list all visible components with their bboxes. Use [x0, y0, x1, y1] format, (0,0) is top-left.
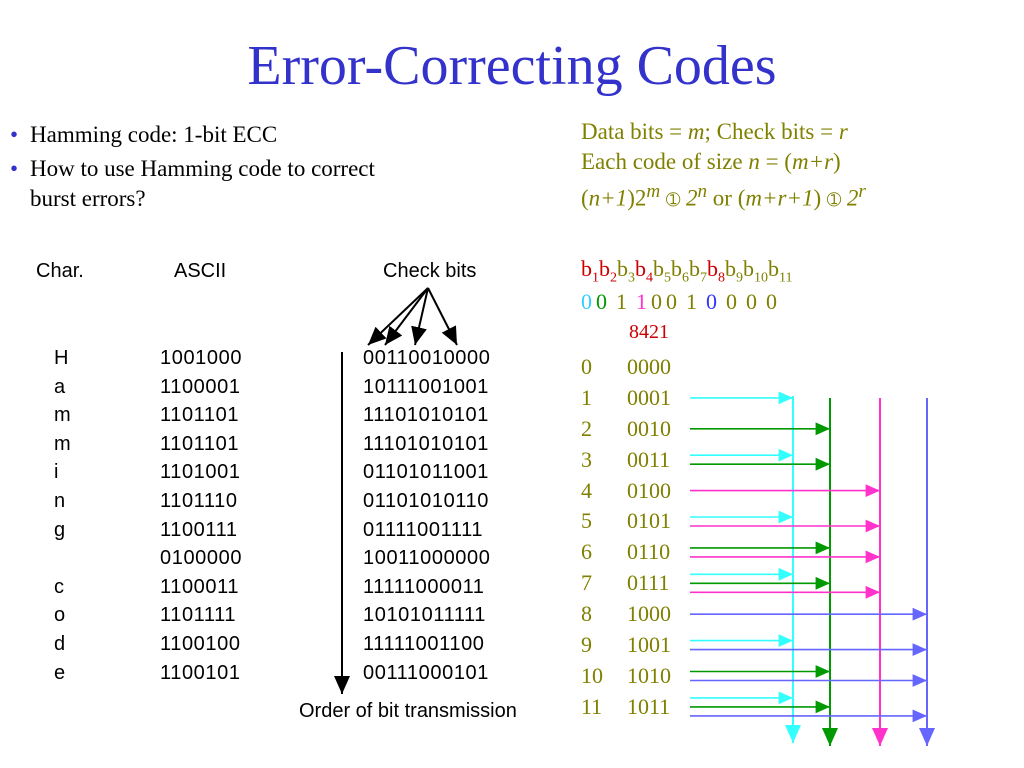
ascii-cell: 1101101	[160, 432, 240, 455]
row-binary: 0100	[627, 477, 671, 503]
ascii-cell: 1101101	[160, 404, 240, 427]
check-bits-cell: 10101011111	[363, 604, 487, 627]
bit-position-label: $b_{11}$	[768, 256, 793, 286]
char-cell: o	[54, 604, 66, 627]
formula-line-1: Data bits = m; Check bits = r	[581, 119, 848, 144]
check-bits-cell: 11111001100	[363, 632, 485, 655]
leq-symbol-icon: ➀	[665, 190, 681, 211]
codeword-bit: 0	[726, 289, 737, 314]
row-binary: 0111	[627, 570, 670, 596]
codeword-bit: 0	[666, 289, 677, 314]
bit-position-label: $b_5$	[653, 256, 671, 286]
codeword-bit: 0	[706, 289, 717, 314]
bit-position-label: $b_4$	[635, 256, 653, 286]
codeword-bit: 0	[746, 289, 757, 314]
char-cell: a	[54, 375, 66, 398]
bullet-dot-icon: •	[10, 156, 19, 181]
ascii-cell: 1101111	[160, 604, 237, 627]
bullet-dot-icon: •	[10, 122, 19, 147]
check-bits-cell: 00111000101	[363, 661, 489, 684]
transmission-order-label: Order of bit transmission	[299, 700, 517, 722]
row-binary: 1000	[627, 601, 671, 627]
ascii-cell: 1100011	[160, 575, 240, 598]
row-binary: 0000	[627, 354, 671, 379]
check-bits-cell: 01101011001	[363, 461, 489, 484]
ascii-cell: 1100101	[160, 661, 241, 684]
formula-line-2: Each code of size n = (m+r)	[581, 149, 841, 174]
char-cell: m	[54, 404, 71, 427]
bullet-text: Hamming code: 1-bit ECC	[30, 122, 278, 147]
check-bits-cell: 01101010110	[363, 489, 489, 512]
check-bits-cell: 11101010101	[363, 432, 489, 455]
check-bits-cell: 11111000011	[363, 575, 485, 598]
row-index: 9	[581, 632, 592, 658]
codeword-bit: 1	[686, 289, 697, 314]
bit-position-label: $b_6$	[671, 256, 689, 286]
row-index: 1	[581, 384, 592, 410]
bit-position-label: $b_2$	[599, 256, 617, 286]
row-binary: 1011	[627, 693, 671, 719]
ascii-cell: 1100100	[160, 632, 241, 655]
codeword-bit: 1	[636, 289, 647, 314]
row-index: 0	[581, 354, 592, 379]
check-bits-cell: 01111001111	[363, 518, 484, 541]
bit-position-label: $b_9$	[725, 256, 743, 286]
char-cell: m	[54, 432, 71, 455]
ascii-cell: 0100000	[160, 547, 243, 570]
codeword-bit: 0	[581, 289, 592, 314]
row-binary: 0110	[627, 539, 671, 565]
char-cell: e	[54, 661, 66, 684]
header-ascii: ASCII	[174, 260, 227, 282]
ascii-cell: 1001000	[160, 347, 243, 369]
bit-position-label: $b_1$	[581, 256, 599, 286]
leq-symbol-icon: ➀	[826, 190, 842, 211]
row-binary: 1010	[627, 662, 671, 688]
check-bits-cell: 10011000000	[363, 547, 491, 570]
bit-position-label: $b_7$	[689, 256, 707, 286]
bit-position-label: $b_3$	[617, 256, 635, 286]
char-cell: g	[54, 518, 66, 541]
codeword-bit: 1	[616, 289, 627, 314]
bit-position-label: $b_8$	[707, 256, 725, 286]
codeword-bit: 0	[766, 289, 777, 314]
parity-coverage-lines	[690, 396, 927, 746]
row-binary: 0011	[627, 446, 671, 472]
row-index: 4	[581, 477, 592, 503]
formula-line-3: $(n+1)2^m$ ➀ 2$^n$ or (m+r+1) ➀ 2$^r$	[581, 181, 866, 211]
char-cell: d	[54, 632, 66, 655]
ascii-cell: 1101110	[160, 489, 238, 512]
check-bits-cell: 00110010000	[363, 347, 491, 369]
check-bits-cell: 11101010101	[363, 404, 489, 427]
row-index: 10	[581, 662, 603, 688]
row-index: 2	[581, 415, 592, 441]
ascii-cell: 1100111	[160, 518, 238, 541]
row-binary: 0001	[627, 384, 671, 410]
char-cell: H	[54, 347, 69, 369]
page-title: Error-Correcting Codes	[247, 35, 777, 97]
row-binary: 0101	[627, 508, 671, 534]
ascii-cell: 1100001	[160, 375, 241, 398]
check-bits-cell: 10111001001	[363, 375, 489, 398]
check-bits-pointer-arrows	[368, 288, 457, 345]
row-index: 7	[581, 570, 592, 596]
codeword-bit: 0	[651, 289, 662, 314]
ascii-cell: 1101001	[160, 461, 241, 484]
row-index: 6	[581, 539, 592, 565]
row-binary: 1001	[627, 632, 671, 658]
row-index: 11	[581, 693, 603, 719]
bit-position-label: $b_{10}$	[743, 256, 768, 286]
char-cell: n	[54, 489, 66, 512]
codeword-bit: 0	[596, 289, 607, 314]
row-index: 8	[581, 601, 592, 627]
row-binary: 0010	[627, 415, 671, 441]
binary-weights: 8421	[629, 321, 669, 343]
row-index: 5	[581, 508, 592, 534]
row-index: 3	[581, 446, 592, 472]
header-char: Char.	[36, 260, 84, 282]
header-check-bits: Check bits	[383, 260, 477, 282]
char-cell: i	[54, 461, 59, 484]
char-cell: c	[54, 575, 64, 598]
bullet-text: How to use Hamming code to correct burst errors?	[30, 156, 375, 211]
